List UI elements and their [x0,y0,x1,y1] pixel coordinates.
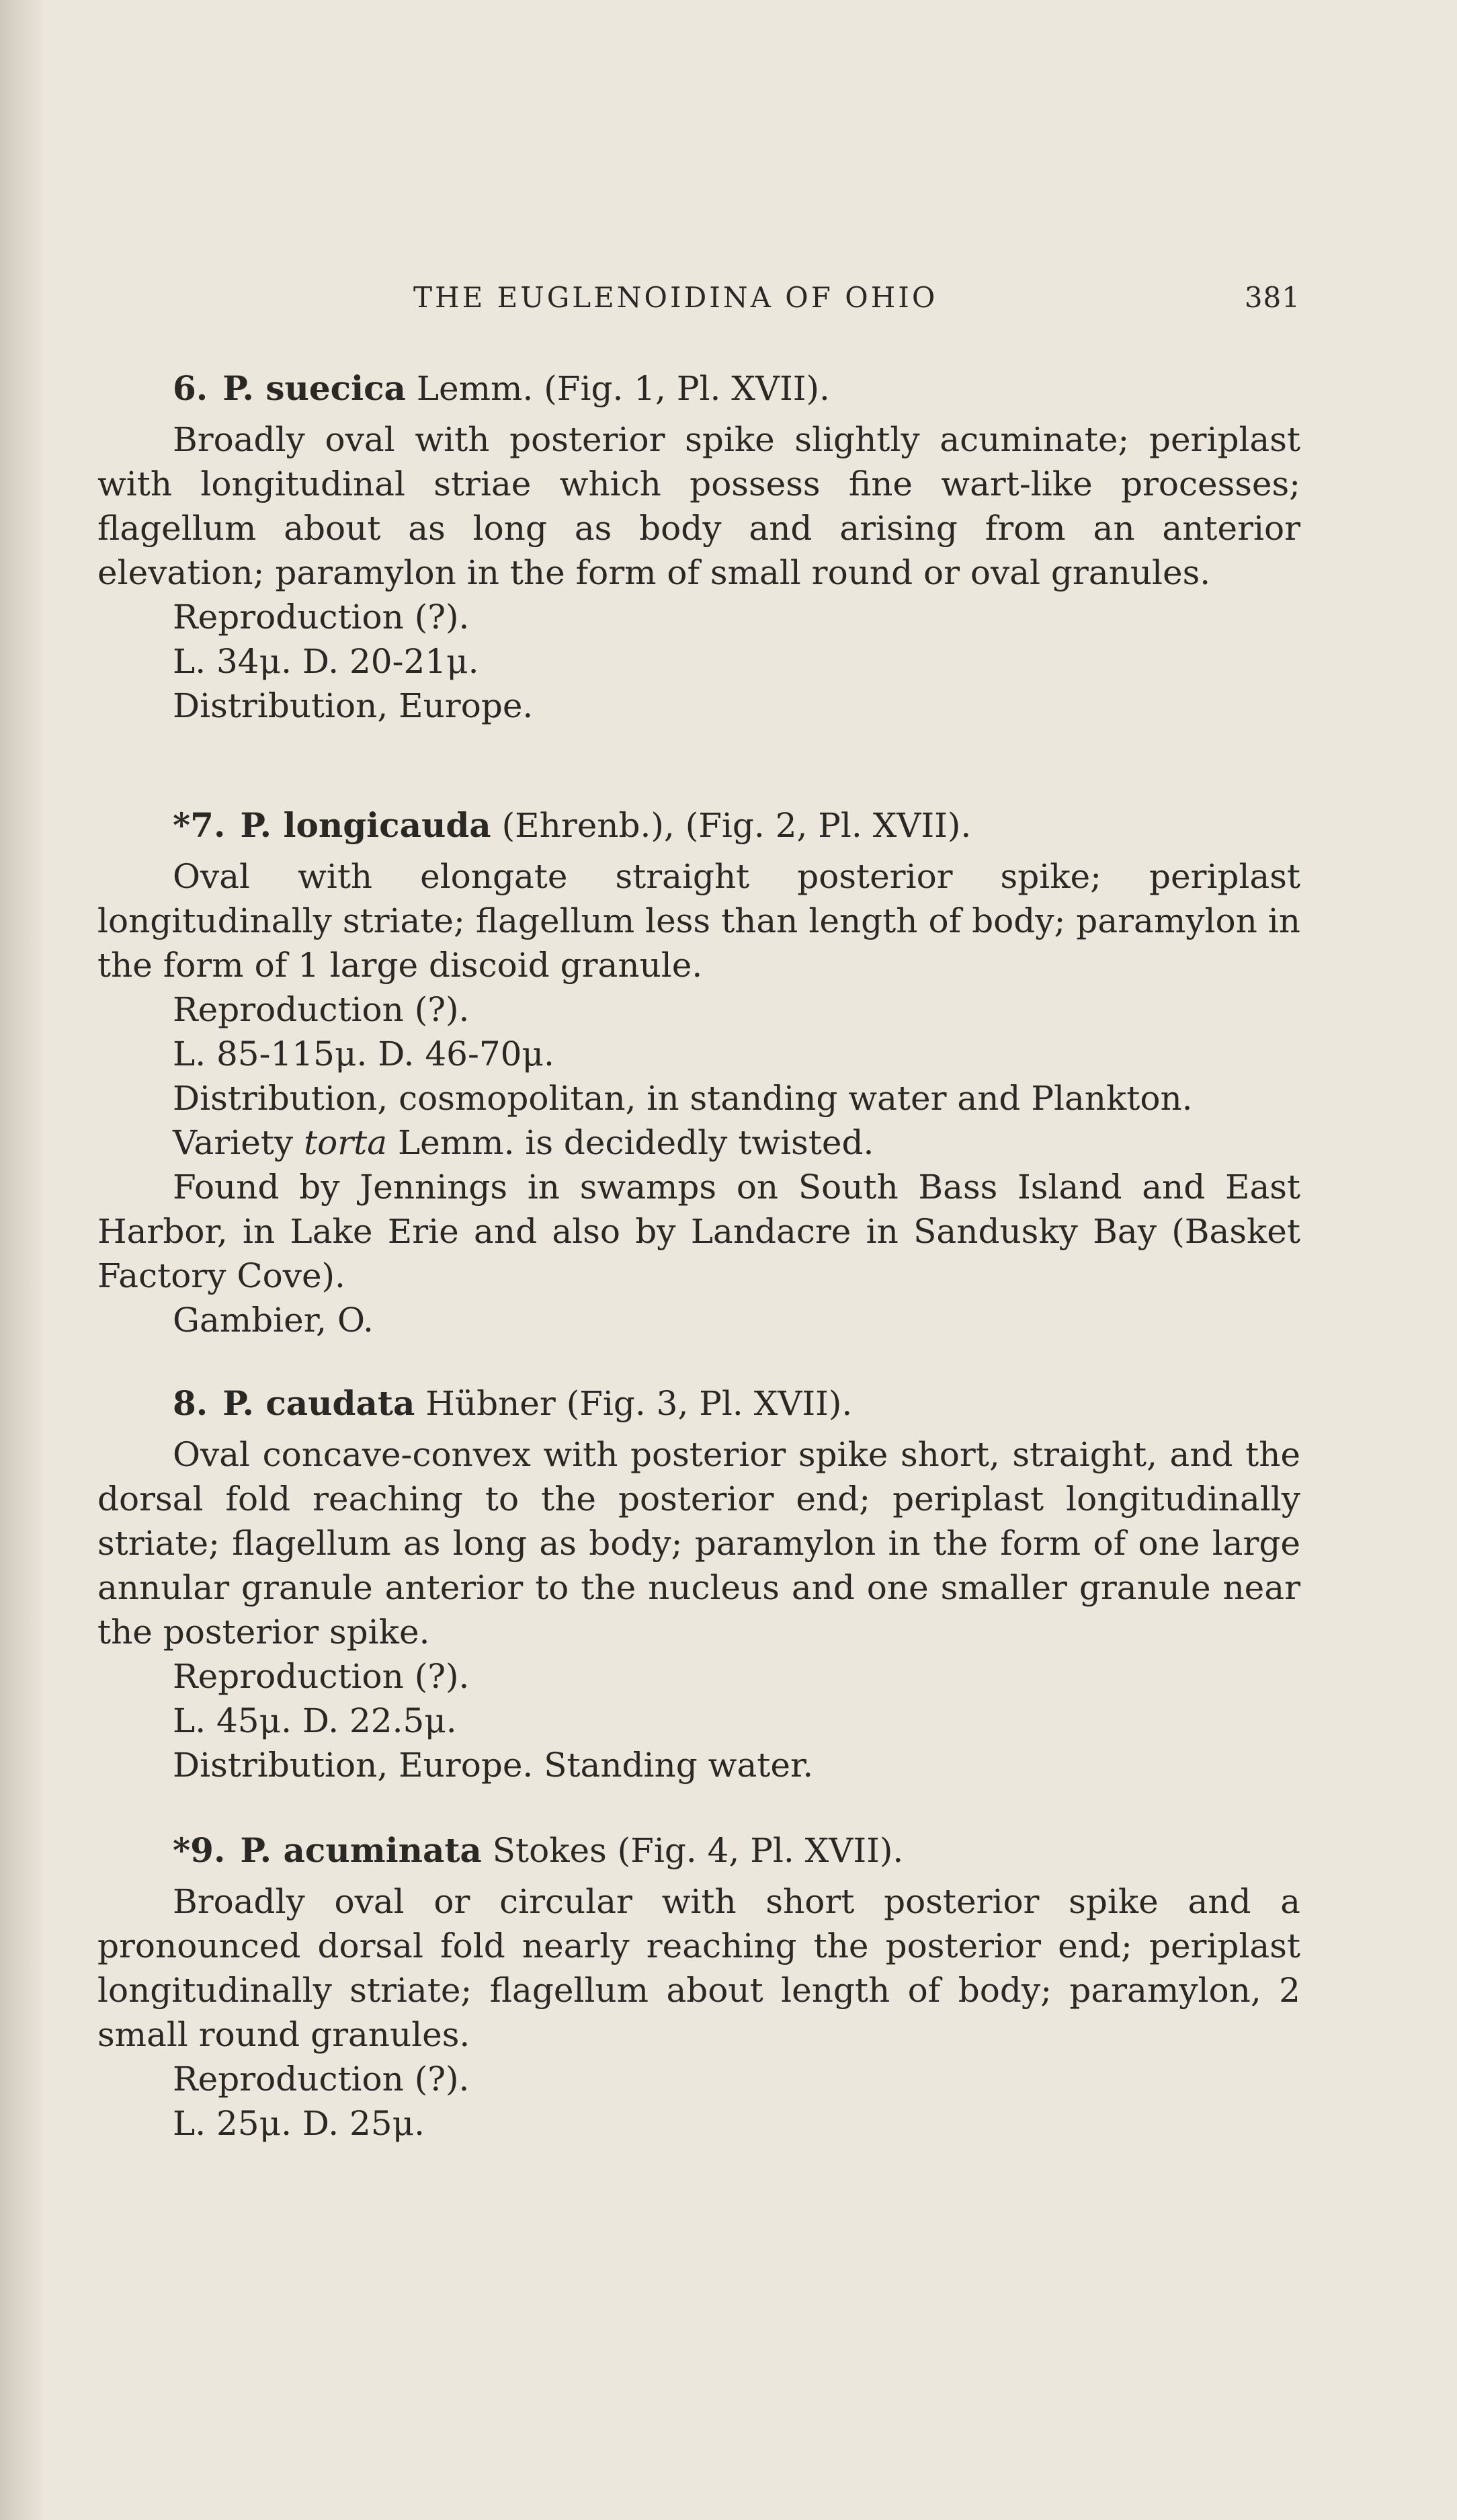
species-entry-8 [97,1381,1300,1787]
species-name: P. suecica [222,368,406,408]
locality-line: Gambier, O. [173,1301,374,1340]
species-authority: Hübner (Fig. 3, Pl. XVII). [425,1384,853,1423]
reproduction-line: Reproduction (?). [173,598,470,637]
species-entry-6 [97,366,1300,728]
page-number: 381 [1244,281,1300,314]
dimensions-line: L. 34μ. D. 20-21μ. [173,642,479,681]
distribution-line: Distribution, cosmopolitan, in standing water and Plankton. [173,1079,1193,1118]
entry-heading [97,1828,1300,1873]
distribution-line: Distribution, Europe. Standing water. [173,1746,814,1785]
page-gutter-shadow [0,0,47,2520]
dimensions-line: L. 25μ. D. 25μ. [173,2104,425,2143]
distribution-line: Distribution, Europe. [173,686,534,725]
dimensions-line: L. 85-115μ. D. 46-70μ. [173,1034,554,1073]
species-authority: Lemm. (Fig. 1, Pl. XVII). [416,369,830,408]
entry-number: *9. [173,1830,226,1870]
species-description: Oval concave-convex with posterior spike short, straight, and the dorsal fold reaching to the posterior end; periplast longitudinally striate; flagellum as long as body; paramylon in the form of one large annular granule anterior to the nucleus and one smaller granule near the posterior spike. [97,1435,1300,1652]
species-authority: Stokes (Fig. 4, Pl. XVII). [492,1831,904,1870]
species-name: P. acuminata [240,1830,482,1870]
variety-prefix: Variety [173,1123,294,1162]
species-entry-9 [97,1828,1300,2146]
running-head-title: THE EUGLENOIDINA OF OHIO [413,281,938,314]
species-description: Oval with elongate straight posterior spike; periplast longitudinally striate; flagellum less than length of body; paramylon in the form of 1 large discoid granule. [97,857,1300,985]
variety-name: torta [304,1123,388,1162]
entry-number: *7. [173,805,226,845]
species-name: P. longicauda [240,805,491,845]
entry-heading [97,803,1300,848]
entry-number: 8. [173,1383,208,1423]
reproduction-line: Reproduction (?). [173,2060,470,2099]
reproduction-line: Reproduction (?). [173,990,470,1029]
species-name: P. caudata [222,1383,415,1423]
reproduction-line: Reproduction (?). [173,1657,470,1696]
species-description: Broadly oval with posterior spike slightly acuminate; periplast with longitudinal striae which possess fine wart-like processes; flagellum about as long as body and arising from an anterior elevation; paramylon in the form of small round or oval granules. [97,420,1300,592]
variety-suffix: Lemm. is decidedly twisted. [397,1123,874,1162]
record-note: Found by Jennings in swamps on South Bass Island and East Harbor, in Lake Erie and also by Landacre in Sandusky Bay (Basket Factory Cove). [97,1168,1300,1295]
dimensions-line: L. 45μ. D. 22.5μ. [173,1701,457,1740]
entry-number: 6. [173,368,208,408]
species-authority: (Ehrenb.), (Fig. 2, Pl. XVII). [501,806,972,845]
entry-heading [97,1381,1300,1426]
species-entry-7 [97,803,1300,1342]
species-description: Broadly oval or circular with short posterior spike and a pronounced dorsal fold nearly reaching the posterior end; periplast longitudinally striate; flagellum about length of body; paramylon, 2 small round granules. [97,1882,1300,2054]
entry-heading [97,366,1300,411]
variety-line [97,1121,1300,1165]
